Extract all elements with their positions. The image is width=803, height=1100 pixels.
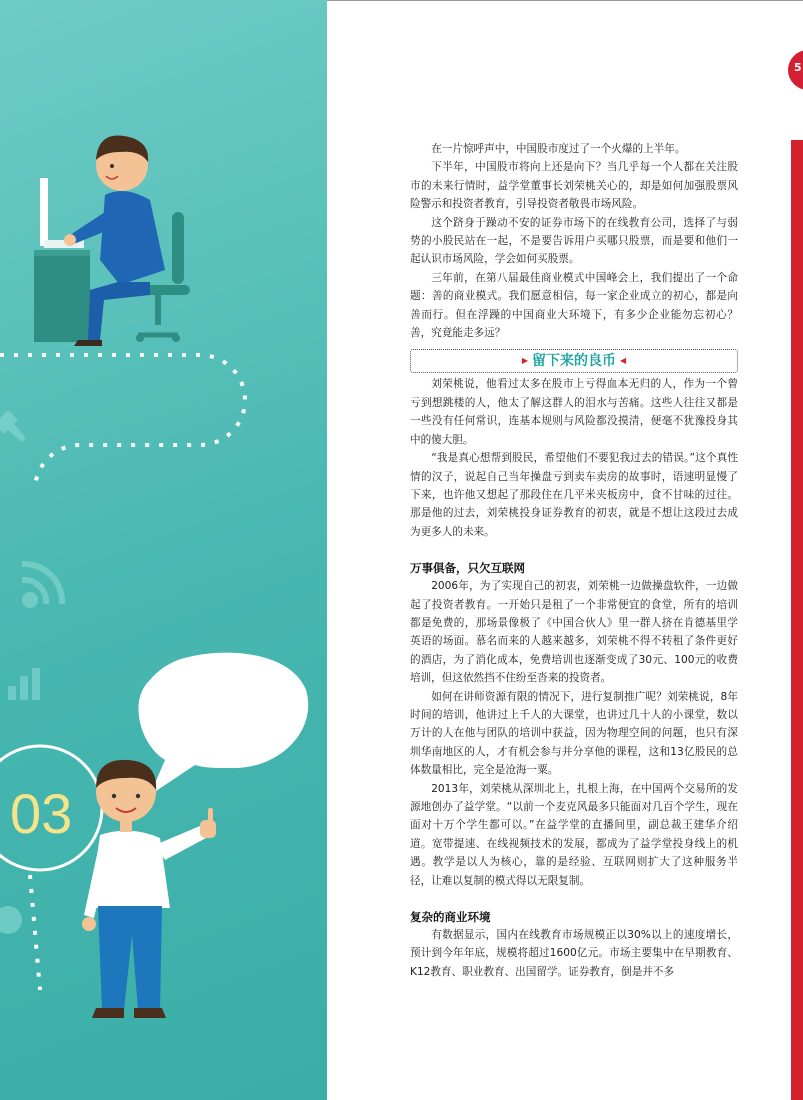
dotted-path-top xyxy=(0,355,245,490)
section-heading: 留下来的良币 xyxy=(532,353,616,370)
illustration-art xyxy=(0,0,327,1100)
section-heading-box xyxy=(410,349,738,373)
wrench-icon xyxy=(0,410,26,442)
bar-chart-icon xyxy=(8,668,40,700)
section-paragraph: “我是真心想帮到股民，希望他们不要犯我过去的错误。”这个真性情的汉子，说起自己当年操盘亏到卖车卖房的故事时，语速明显慢了下来，也许他又想起了那段住在几平米夹板房中，食不甘味的过往。那是他的过去，刘荣桃投身证券教育的初衷，就是不想让这段过去成为更多人的未来。 xyxy=(410,452,738,538)
page-number: 5 xyxy=(794,61,802,74)
section-paragraph: 有数据显示，国内在线教育市场规模正以30%以上的速度增长，预计到今年年底，规模将超过1600亿元。市场主要集中在早期教育、K12教育、职业教育、出国留学。证券教育，倒是并不多 xyxy=(410,929,738,978)
subheading: 万事俱备，只欠互联网 xyxy=(410,561,525,576)
page-number-badge xyxy=(788,50,803,90)
article-body xyxy=(410,140,738,981)
subheading: 复杂的商业环境 xyxy=(410,910,491,925)
speech-bubble xyxy=(138,653,308,795)
triangle-left-icon: ◀ xyxy=(620,356,627,366)
standing-man-figure xyxy=(82,760,216,1018)
gear-icon xyxy=(0,906,22,934)
intro-paragraph: 三年前，在第八届最佳商业模式中国峰会上，我们提出了一个命题：善的商业模式。我们愿意相信，每一家企业成立的初心，都是向善而行。但在浮躁的中国商业大环境下，有多少企业能勿忘初心？善，究竟能走多远？ xyxy=(410,271,738,340)
chapter-number: 03 xyxy=(10,782,73,845)
intro-paragraph: 这个跻身于躁动不安的证券市场下的在线教育公司，选择了与弱势的小股民站在一起，不是要告诉用户买哪只股票，而是要和他们一起认识市场风险，学会如何买股票。 xyxy=(410,216,738,266)
section-paragraph: 2013年，刘荣桃从深圳北上，扎根上海，在中国两个交易所的发源地创办了益学堂。“以前一个麦克风最多只能面对几百个学生，现在面对十万个学生都可以。”在益学堂的直播间里，副总裁王建华介绍道。宽带提速、在线视频技术的发展，都成为了益学堂投身线上的机遇。教学是以人为核心，靠的是经验、互联网则扩大了这种服务半径，让难以复制的模式得以无限复制。 xyxy=(410,782,738,887)
intro-paragraph: 在一片惊呼声中，中国股市度过了一个火爆的上半年。 xyxy=(431,143,686,155)
top-rule xyxy=(327,0,803,1)
triangle-right-icon: ▶ xyxy=(521,356,528,366)
wifi-icon xyxy=(22,564,62,608)
computer-desk xyxy=(34,178,90,342)
section-paragraph: 2006年，为了实现自己的初衷，刘荣桃一边做操盘软件，一边做起了投资者教育。一开始只是租了一个非常便宜的食堂，所有的培训都是免费的，那场景像极了《中国合伙人》里一群人挤在肯德基里学英语的场面。慕名而来的人越来越多，刘荣桃不得不转租了条件更好的酒店，为了消化成本，免费培训也逐渐变成了30元、100元的收费培训，但这依然挡不住纷至沓来的投资者。 xyxy=(410,580,738,685)
red-edge-bar xyxy=(791,140,803,1100)
section-paragraph: 刘荣桃说，他看过太多在股市上亏得血本无归的人，作为一个曾亏到想跳楼的人，他太了解这群人的泪水与苦痛。这些人往往又都是一些没有任何常识，连基本规则与风险都没摸清，便毫不犹豫投身其中的傻大胆。 xyxy=(410,378,738,446)
illustration-panel xyxy=(0,0,327,1100)
intro-paragraph: 下半年，中国股市将向上还是向下？当几乎每一个人都在关注股市的未来行情时，益学堂董事长刘荣桃关心的，却是如何加强股票风险警示和投资者教育，引导投资者敬畏市场风险。 xyxy=(410,161,738,211)
section-paragraph: 如何在讲师资源有限的情况下，进行复制推广呢？刘荣桃说，8年时间的培训，他讲过上千人的大课堂，也讲过几十人的小课堂，数以万计的人在他与团队的培训中获益，因为物理空间的问题，也只有深圳华南地区的人，才有机会参与并分享他的课程，这和13亿股民的总体数量相比，完全是沧海一粟。 xyxy=(410,690,738,777)
dotted-path-bottom xyxy=(30,875,40,990)
